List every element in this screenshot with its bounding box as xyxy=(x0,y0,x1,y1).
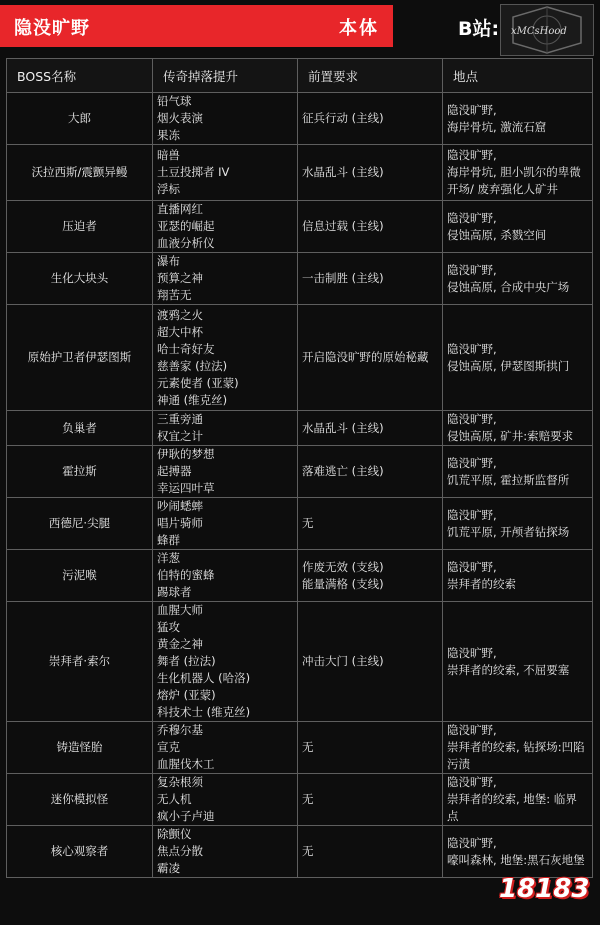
drop-item: 预算之神 xyxy=(157,271,203,285)
table-row xyxy=(7,201,593,253)
location-line: 隐没旷野, xyxy=(447,148,497,162)
drop-item: 翔苦无 xyxy=(157,288,192,302)
location-cell xyxy=(443,550,593,602)
location-line: 崇拜者的绞索 xyxy=(447,576,516,591)
location-line: 崇拜者的绞索, 地堡: 临界点 xyxy=(447,792,577,823)
requirement-cell: 信息过载 (主线) xyxy=(298,201,443,253)
column-header-drops: 传奇掉落提升 xyxy=(153,59,298,93)
site-logo xyxy=(495,866,590,916)
location-cell xyxy=(443,602,593,722)
table-row xyxy=(7,774,593,826)
requirement-cell: 无 xyxy=(298,826,443,878)
location-cell xyxy=(443,446,593,498)
location-line: 饥荒平原, 开颅者钻探场 xyxy=(447,524,570,539)
location-line: 饥荒平原, 霍拉斯监督所 xyxy=(447,472,570,487)
location-line: 隐没旷野, xyxy=(447,262,497,277)
boss-name-cell: 原始护卫者伊瑟图斯 xyxy=(7,305,153,411)
table-row xyxy=(7,550,593,602)
column-header-location: 地点 xyxy=(443,59,593,93)
boss-name-cell: 西德尼·尖腿 xyxy=(7,498,153,550)
table-header-row xyxy=(7,59,593,93)
drop-item: 暗兽 xyxy=(157,148,180,162)
drop-item: 血腥大师 xyxy=(157,603,203,617)
drop-item: 血液分析仪 xyxy=(157,236,215,250)
page-subtitle: 本体 xyxy=(339,18,379,39)
location-line: 隐没旷野, xyxy=(447,341,497,356)
location-line: 侵蚀高原, 伊瑟图斯拱门 xyxy=(447,358,570,373)
drop-item: 慈善家 (拉法) xyxy=(157,358,228,373)
legendary-drops-cell xyxy=(153,305,298,411)
requirement-cell: 水晶乱斗 (主线) xyxy=(298,145,443,201)
legendary-drops-cell xyxy=(153,602,298,722)
drop-item: 渡鸦之火 xyxy=(157,307,203,322)
drop-item: 生化机器人 (哈洛) xyxy=(157,671,251,685)
drop-item: 踢球者 xyxy=(157,585,192,599)
location-line: 海岸骨坑, 胆小凯尔的卑微 xyxy=(447,165,581,179)
table-row xyxy=(7,253,593,305)
legendary-drops-cell xyxy=(153,498,298,550)
legendary-drops-cell xyxy=(153,145,298,201)
location-line: 崇拜者的绞索, 不屈要塞 xyxy=(447,662,570,677)
drop-item: 熔炉 (亚蒙) xyxy=(157,688,216,702)
drop-item: 起搏器 xyxy=(157,464,192,478)
boss-name-cell: 崇拜者·索尔 xyxy=(7,602,153,722)
requirement-cell: 无 xyxy=(298,498,443,550)
location-line: 开场/ 废弃强化人矿井 xyxy=(447,182,559,196)
drop-item: 除颤仪 xyxy=(157,827,192,841)
drop-item: 瀑布 xyxy=(157,254,180,268)
legendary-drops-cell xyxy=(153,93,298,145)
title-bar xyxy=(0,5,393,47)
drop-item: 蜂群 xyxy=(157,533,180,547)
drop-item: 果冻 xyxy=(157,128,180,142)
bilibili-label: B站: xyxy=(458,18,500,40)
drop-item: 哈士奇好友 xyxy=(157,341,215,356)
drop-item: 浮标 xyxy=(157,182,180,196)
drop-item: 伯特的蜜蜂 xyxy=(157,568,215,582)
page-title: 隐没旷野 xyxy=(14,18,90,39)
boss-name-cell: 负巢者 xyxy=(7,411,153,446)
drop-item: 三重旁通 xyxy=(157,412,203,426)
drop-item: 焦点分散 xyxy=(157,844,203,858)
drop-item: 黄金之神 xyxy=(157,637,203,651)
location-cell xyxy=(443,201,593,253)
location-cell xyxy=(443,145,593,201)
location-line: 隐没旷野, xyxy=(447,559,497,574)
drop-item: 超大中杯 xyxy=(157,324,203,339)
requirement-cell: 一击制胜 (主线) xyxy=(298,253,443,305)
requirement-cell: 无 xyxy=(298,722,443,774)
legendary-drops-cell xyxy=(153,774,298,826)
location-line: 隐没旷野, xyxy=(447,102,497,117)
location-line: 隐没旷野, xyxy=(447,835,497,850)
column-header-boss: BOSS名称 xyxy=(7,59,153,93)
drop-item: 疯小子卢迪 xyxy=(157,809,215,823)
drop-item: 神通 (维克丝) xyxy=(157,392,228,407)
legendary-drops-cell xyxy=(153,826,298,878)
table-row xyxy=(7,722,593,774)
location-line: 隐没旷野, xyxy=(447,775,497,789)
requirement-cell: 水晶乱斗 (主线) xyxy=(298,411,443,446)
location-line: 污渍 xyxy=(447,757,470,771)
location-cell xyxy=(443,93,593,145)
requirement-cell: 作废无效 (支线) 能量满格 (支线) xyxy=(298,550,443,602)
location-cell xyxy=(443,722,593,774)
requirement-cell: 落难逃亡 (主线) xyxy=(298,446,443,498)
location-line: 隐没旷野, xyxy=(447,507,497,522)
drop-item: 直播网红 xyxy=(157,202,203,216)
boss-name-cell: 霍拉斯 xyxy=(7,446,153,498)
location-cell xyxy=(443,498,593,550)
location-line: 嚎叫森林, 地堡:黑石灰地堡 xyxy=(447,852,585,867)
drop-item: 权宜之计 xyxy=(157,429,203,443)
drop-item: 土豆投掷者 IV xyxy=(157,165,230,179)
location-line: 隐没旷野, xyxy=(447,210,497,225)
requirement-cell: 征兵行动 (主线) xyxy=(298,93,443,145)
drop-item: 亚瑟的崛起 xyxy=(157,219,215,233)
location-cell xyxy=(443,411,593,446)
boss-name-cell: 污泥喉 xyxy=(7,550,153,602)
boss-name-cell: 压迫者 xyxy=(7,201,153,253)
drop-item: 洋葱 xyxy=(157,551,180,565)
location-line: 崇拜者的绞索, 钻探场:凹陷 xyxy=(447,740,585,754)
drop-item: 无人机 xyxy=(157,792,192,806)
table-row xyxy=(7,602,593,722)
table-row xyxy=(7,446,593,498)
boss-name-cell: 沃拉西斯/震颤异鳗 xyxy=(7,145,153,201)
column-header-requirement: 前置要求 xyxy=(298,59,443,93)
table-row xyxy=(7,305,593,411)
drop-item: 铅气球 xyxy=(157,94,192,108)
table-body xyxy=(7,93,593,878)
drop-item: 烟火表演 xyxy=(157,111,203,125)
location-cell xyxy=(443,305,593,411)
drop-item: 科技术士 (维克丝) xyxy=(157,705,251,719)
legendary-drops-cell xyxy=(153,722,298,774)
location-line: 隐没旷野, xyxy=(447,723,497,737)
legendary-drops-cell xyxy=(153,253,298,305)
drop-item: 吵闹蟋蟀 xyxy=(157,499,203,513)
legendary-drops-cell xyxy=(153,201,298,253)
legendary-drops-cell xyxy=(153,411,298,446)
legendary-drops-cell xyxy=(153,446,298,498)
watermark-text: xMCsHood xyxy=(511,26,567,37)
boss-name-cell: 铸造怪胎 xyxy=(7,722,153,774)
table-row xyxy=(7,145,593,201)
drop-item: 元素使者 (亚蒙) xyxy=(157,375,239,390)
legendary-drops-cell xyxy=(153,550,298,602)
location-line: 侵蚀高原, 杀戮空间 xyxy=(447,227,547,242)
requirement-cell: 无 xyxy=(298,774,443,826)
drop-item: 宣克 xyxy=(157,740,180,754)
boss-name-cell: 生化大块头 xyxy=(7,253,153,305)
location-line: 侵蚀高原, 合成中央广场 xyxy=(447,279,570,294)
drop-item: 伊耿的梦想 xyxy=(157,447,215,461)
boss-drop-table xyxy=(6,58,593,878)
author-watermark xyxy=(500,4,594,56)
page-header xyxy=(0,0,600,54)
drop-item: 唱片骑师 xyxy=(157,516,203,530)
location-line: 侵蚀高原, 矿井:索赔要求 xyxy=(447,429,574,443)
drop-item: 乔穆尔基 xyxy=(157,723,203,737)
location-cell xyxy=(443,253,593,305)
boss-name-cell: 核心观察者 xyxy=(7,826,153,878)
drop-item: 霸凌 xyxy=(157,861,180,875)
drop-item: 舞者 (拉法) xyxy=(157,654,216,668)
location-line: 隐没旷野, xyxy=(447,412,497,426)
table-row xyxy=(7,93,593,145)
drop-item: 幸运四叶草 xyxy=(157,481,215,495)
site-logo-text: 18183 xyxy=(499,874,590,904)
table-row xyxy=(7,498,593,550)
requirement-cell: 开启隐没旷野的原始秘藏 xyxy=(298,305,443,411)
table-row xyxy=(7,411,593,446)
location-line: 海岸骨坑, 激流石窟 xyxy=(447,119,547,134)
drop-item: 血腥伐木工 xyxy=(157,757,215,771)
drop-item: 猛攻 xyxy=(157,620,180,634)
location-line: 隐没旷野, xyxy=(447,455,497,470)
drop-item: 复杂根须 xyxy=(157,775,203,789)
location-line: 隐没旷野, xyxy=(447,645,497,660)
boss-name-cell: 迷你模拟怪 xyxy=(7,774,153,826)
requirement-cell: 冲击大门 (主线) xyxy=(298,602,443,722)
location-cell xyxy=(443,774,593,826)
boss-name-cell: 大郎 xyxy=(7,93,153,145)
